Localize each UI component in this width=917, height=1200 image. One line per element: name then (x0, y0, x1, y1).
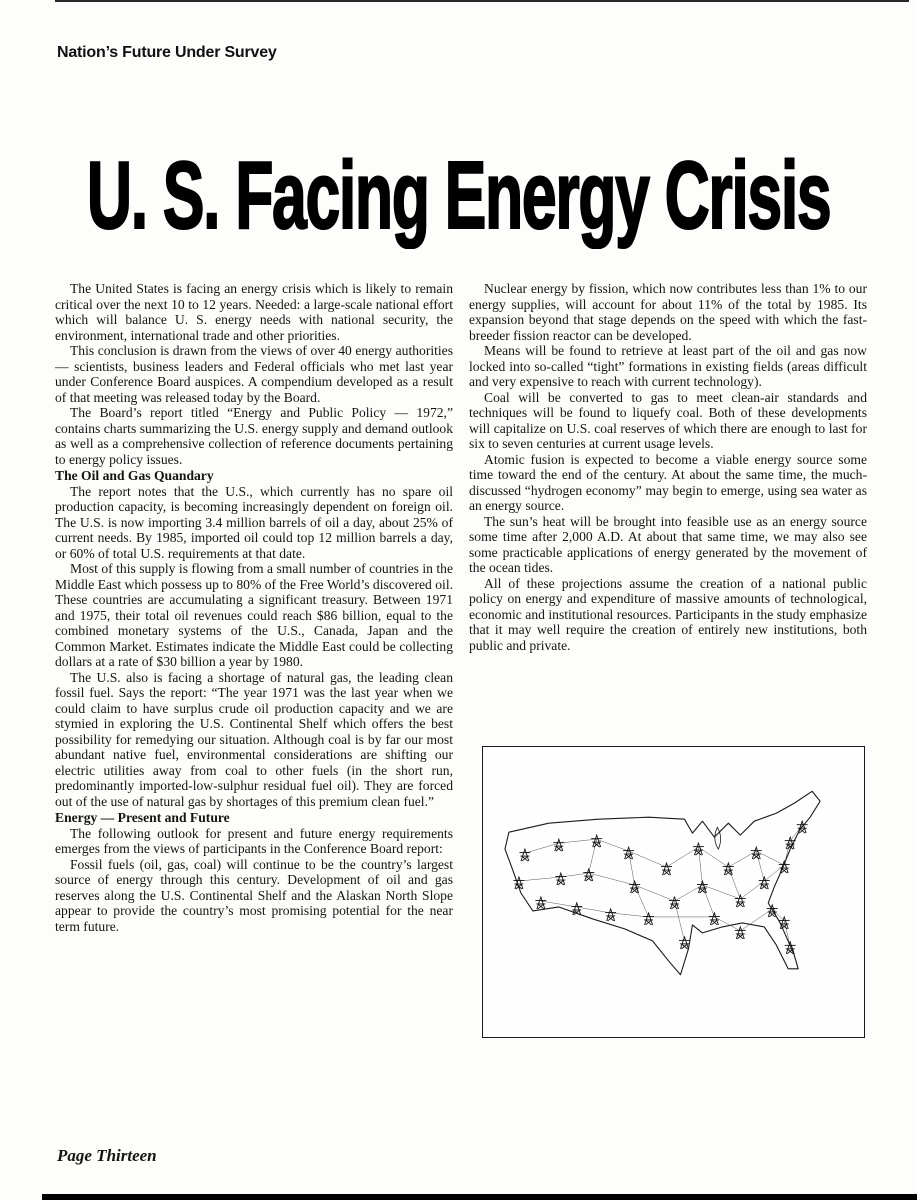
us-outline (505, 791, 820, 975)
paragraph: Nuclear energy by fission, which now contributes less than 1% to our energy supplies, will account for about 11% of the total by 1985. Its expansion beyond that stage depends on the speed with which the fast-breeder fission reactor can be developed. (469, 281, 867, 343)
great-lakes (715, 827, 721, 849)
page-top-rule (55, 0, 909, 2)
headline: U. S. Facing Energy Crisis (86, 142, 831, 249)
article-body (55, 281, 867, 1038)
us-power-grid-map-figure (482, 746, 865, 1038)
scan-edge-bar (42, 1194, 917, 1200)
page-number: Page Thirteen (57, 1146, 157, 1165)
right-column (469, 281, 867, 1038)
paragraph: Most of this supply is flowing from a small number of countries in the Middle East which possess up to 80% of the Free World’s discovered oil. These countries are accumulating a significant treasury. Between 1971 and 1975, their total oil revenues could reach $86 billion, equal to the combined monetary systems of the U.S., Canada, Japan and the Common Market. Estimates indicate the Middle East could be collecting dollars at a rate of $30 billion a year by 1980. (55, 561, 453, 669)
paragraph: This conclusion is drawn from the views of over 40 energy authorities — scientists, business leaders and Federal officials who met last year under Conference Board auspices. A compendium developed as a result of that meeting was released today by the Board. (55, 343, 453, 405)
paragraph: The U.S. also is facing a shortage of natural gas, the leading clean fossil fuel. Says the report: “The year 1971 was the last year when we could claim to have surplus crude oil production capacity and we are stymied in exploring the U.S. Continental Shelf which offers the best possibility for remedying our situation. Although coal is by far our most abundant native fuel, environmental considerations are shifting our electric utilities away from coal to other fuels (in the short run, predominantly imported-low-sulphur residual fuel oil). They are forced out of the use of natural gas by shortages of this premium clean fuel.” (55, 669, 453, 809)
paragraph: Fossil fuels (oil, gas, coal) will continue to be the country’s largest source of energy through this century. Development of oil and gas reserves along the U.S. Continental Shelf and the Alaskan North Slope appear to provide the country’s most promising potential for the near term future. (55, 856, 453, 934)
paragraph: Coal will be converted to gas to meet clean-air standards and techniques will be found to liquefy coal. Both of these developments will capitalize on U.S. coal reserves of which there are enough to last for six to seven centuries at current usage levels. (469, 389, 867, 451)
subhead-oil-and-gas-quandary: The Oil and Gas Quandary (55, 468, 214, 483)
headline-wrap (0, 142, 917, 249)
paragraph: The Board’s report titled “Energy and Public Policy — 1972,” contains charts summarizing the U.S. energy supply and demand outlook as well as a comprehensive collection of reference documents pertaining to energy policy issues. (55, 405, 453, 467)
paragraph: Atomic fusion is expected to become a viable energy source some time toward the end of the century. At about the same time, the much-discussed “hydrogen economy” may begin to emerge, using sea water as an energy source. (469, 451, 867, 513)
us-power-grid-map (489, 753, 858, 1031)
paragraph: The report notes that the U.S., which currently has no spare oil production capacity, is becoming increasingly dependent on foreign oil. The U.S. is now importing 3.4 million barrels of oil a day, about 25% of current needs. By 1985, imported oil could top 12 million barrels a day, or 60% of total U.S. requirements at that date. (55, 483, 453, 561)
paragraph: All of these projections assume the creation of a national public policy on energy and expenditure of massive amounts of technological, economic and institutional resources. Participants in the study emphasize that it may well require the creation of entirely new institutions, both public and private. (469, 575, 867, 653)
paragraph: The following outlook for present and future energy requirements emerges from the views of participants in the Conference Board report: (55, 825, 453, 856)
subhead-energy-present-and-future: Energy — Present and Future (55, 810, 230, 825)
left-column (55, 281, 453, 1038)
kicker: Nation’s Future Under Survey (57, 44, 277, 61)
paragraph: The sun’s heat will be brought into feasible use as an energy source some time after 2,000 A.D. At about that same time, we may also see some practicable applications of energy generated by the movement of the ocean tides. (469, 513, 867, 575)
paragraph: The United States is facing an energy crisis which is likely to remain critical over the next 10 to 12 years. Needed: a large-scale national effort which will balance U. S. energy needs with national security, the environment, international trade and other priorities. (55, 281, 453, 343)
transmission-lines (519, 825, 802, 946)
paragraph: Means will be found to retrieve at least part of the oil and gas now locked into so-called “tight” formations in existing fields (areas difficult and very expensive to reach with current technology). (469, 343, 867, 389)
transmission-towers (513, 821, 807, 954)
